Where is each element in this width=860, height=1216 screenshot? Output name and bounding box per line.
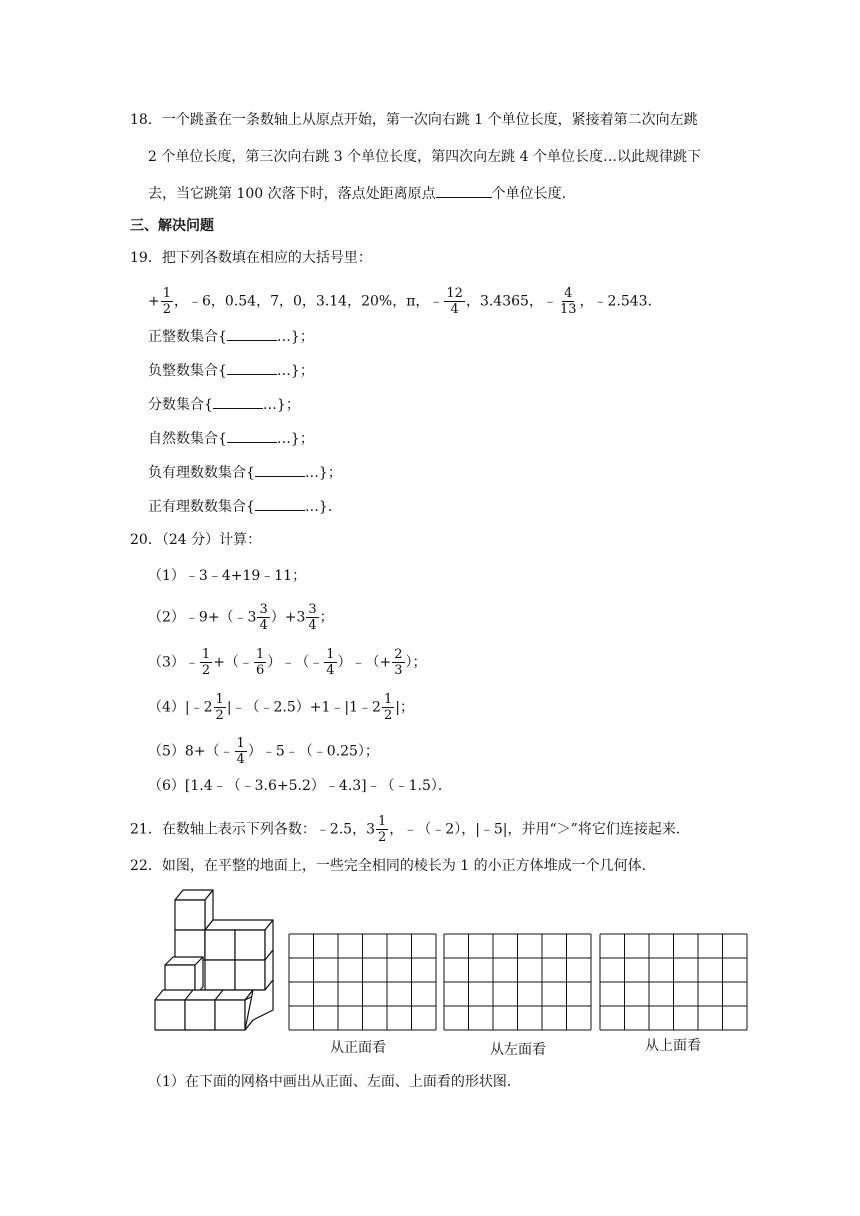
fraction: $\frac{2}{3}$ — [394, 647, 403, 678]
q20-stem: 20．（24 分）计算： — [130, 532, 262, 548]
cube-top-face — [155, 990, 253, 1000]
fraction: $\frac{1}{6}$ — [255, 647, 265, 678]
cube-front-face — [205, 930, 235, 960]
q20-part-4: （4）|﹣2 $\frac{1}{2}$ |﹣（﹣2.5）+1﹣|1﹣2 $\frac{1}{2}$ |； — [148, 692, 414, 723]
fraction: $\frac{3}{4}$ — [259, 602, 268, 633]
cube-stack-illustration — [155, 890, 273, 1030]
cube-front-face — [175, 900, 205, 930]
fraction: $\frac{1}{2}$ — [383, 692, 393, 723]
set-line: 负有理数数集合{ …}； — [148, 462, 342, 483]
fraction: $\frac{1}{4}$ — [236, 736, 245, 767]
set-line: 正有理数数集合{ …}． — [148, 496, 342, 517]
set-line: 正整数集合{ …}； — [148, 326, 314, 347]
q18-line1: 18．一个跳蚤在一条数轴上从原点开始，第一次向右跳 1 个单位长度，紧接着第二次向左跳 — [130, 112, 698, 128]
fraction: $\frac{1}{4}$ — [326, 647, 335, 678]
fraction: $\frac{1}{2}$ — [201, 647, 211, 678]
q20-part-6: （6）[1.4﹣（﹣3.6+5.2）﹣4.3]﹣（﹣1.5）． — [148, 778, 452, 794]
answer-grid[interactable] — [289, 934, 436, 1030]
cube-top-face — [205, 920, 273, 930]
answer-grid[interactable] — [444, 934, 591, 1030]
grid-label-front: 从正面看 — [330, 1040, 386, 1056]
section-heading: 三、解决问题 — [130, 218, 214, 234]
q22-stem: 22．如图，在平整的地面上，一些完全相同的棱长为 1 的小正方体堆成一个几何体． — [130, 858, 656, 874]
set-line: 分数集合{ …}； — [148, 394, 300, 415]
q20-part-5: （5）8+（﹣ $\frac{1}{4}$ ）﹣5﹣（﹣0.25）； — [148, 736, 379, 767]
fraction: $\frac{3}{4}$ — [308, 602, 317, 633]
plus-sign: + — [148, 293, 160, 310]
cube-front-face — [185, 1000, 215, 1030]
q21-stem: 21．在数轴上表示下列各数：﹣2.5，3 $\frac{1}{2}$ ，﹣（﹣2），|﹣5|，并用“＞”将它们连接起来． — [130, 814, 690, 845]
fraction: $\frac{1}{2}$ — [215, 692, 224, 723]
numbers-text: ，﹣6，0.54，7，0，3.14，20%，π，﹣ — [174, 293, 444, 310]
cube-front-face — [155, 1000, 185, 1030]
set-line: 自然数集合{ …}； — [148, 428, 314, 449]
q18-line2: 2 个单位长度，第三次向右跳 3 个单位长度，第四次向左跳 4 个单位长度…以此规律跳下 — [148, 149, 701, 165]
q18-line3-text: 去，当它跳第 100 次落下时，落点处距离原点 — [148, 186, 436, 202]
grid-label-top: 从上面看 — [645, 1038, 701, 1054]
fraction: $\frac{1}{2}$ — [162, 286, 172, 317]
answer-grid[interactable] — [600, 934, 747, 1030]
q22-part-1: （1）在下面的网格中画出从正面、左面、上面看的形状图． — [148, 1074, 521, 1090]
grid-labels — [330, 1038, 701, 1058]
q19-stem: 19．把下列各数填在相应的大括号里： — [130, 250, 372, 266]
cube-front-face — [215, 1000, 245, 1030]
set-line: 负整数集合{ …}； — [148, 360, 314, 381]
q20-part-1: （1）﹣3﹣4+19﹣11； — [148, 568, 307, 584]
numbers-text: ，﹣2.543． — [579, 293, 662, 310]
numbers-text: ，3.4365，﹣ — [465, 293, 557, 310]
cube-front-face — [175, 930, 205, 960]
q18-line3-end: 个单位长度. — [491, 186, 567, 202]
answer-grids — [289, 934, 747, 1030]
fraction: $\frac{12}{4}$ — [446, 286, 463, 317]
q20-part-2: （2）﹣9+（﹣3 $\frac{3}{4}$ ）+3 $\frac{3}{4}$ ； — [148, 602, 334, 633]
fraction: $\frac{1}{2}$ — [378, 814, 387, 845]
cube-front-face — [235, 960, 265, 990]
grid-label-left: 从左面看 — [490, 1042, 546, 1058]
fraction: $\frac{4}{13}$ — [559, 286, 577, 317]
cube-front-face — [205, 960, 235, 990]
q20-part-3: （3）﹣ $\frac{1}{2}$ +（﹣ $\frac{1}{6}$ ）﹣（﹣ $\frac{1}{4}$ ）﹣（+ $\frac{2}{3}$ ）； — [148, 647, 427, 678]
cube-front-face — [235, 930, 265, 960]
